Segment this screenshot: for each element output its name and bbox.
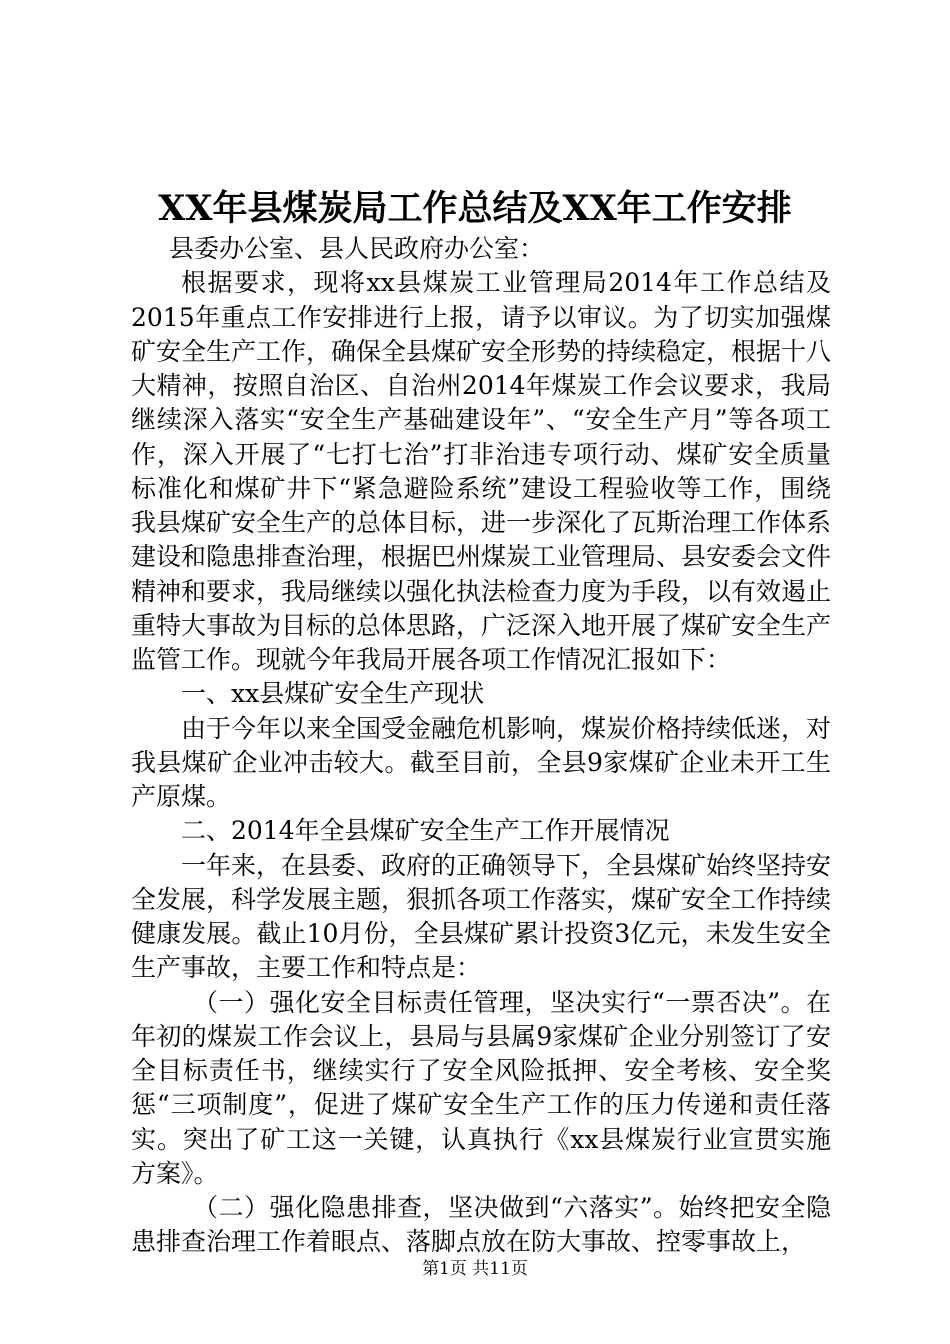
page-number-footer: 第1页 共11页 (422, 1259, 528, 1279)
item-paragraph-1: （一）强化安全目标责任管理，坚决实行“一票否决”。在年初的煤炭工作会议上，县局与县属9家煤矿企业分别签订了安全目标责任书，继续实行了安全风险抵押、安全考核、安全奖惩“三项制度”，促进了煤矿安全生产工作的压力传递和责任落实。突出了矿工这一关键，认真执行《xx县煤炭行业宣贯实施方案》。 (131, 987, 831, 1188)
document-body (131, 232, 831, 1260)
section-heading-2: 二、2014年全县煤矿安全生产工作开展情况 (181, 816, 670, 846)
document-title: XX年县煤炭局工作总结及XX年工作安排 (158, 188, 792, 229)
salutation-paragraph: 县委办公室、县人民政府办公室： (169, 234, 545, 263)
item-paragraph-2: （二）强化隐患排查，坚决做到“六落实”。始终把安全隐患排查治理工作着眼点、落脚点放在防大事故、控零事故上， (131, 1193, 831, 1257)
intro-paragraph: 根据要求，现将xx县煤炭工业管理局2014年工作总结及2015年重点工作安排进行上报，请予以审议。为了切实加强煤矿安全生产工作，确保全县煤矿安全形势的持续稳定，根据十八大精神，按照自治区、自治州2014年煤炭工作会议要求，我局继续深入落实“安全生产基础建设年”、“安全生产月”等各项工作，深入开展了“七打七治”打非治违专项行动、煤矿安全质量标准化和煤矿井下“紧急避险系统”建设工程验收等工作，围绕我县煤矿安全生产的总体目标，进一步深化了瓦斯治理工作体系建设和隐患排查治理，根据巴州煤炭工业管理局、县安委会文件精神和要求，我局继续以强化执法检查力度为手段，以有效遏止重特大事故为目标的总体思路，广泛深入地开展了煤矿安全生产监管工作。现就今年我局开展各项工作情况汇报如下： (131, 268, 832, 674)
section-heading-1: 一、xx县煤矿安全生产现状 (181, 679, 485, 709)
status-paragraph: 由于今年以来全国受金融危机影响，煤炭价格持续低迷，对我县煤矿企业冲击较大。截至目前，全县9家煤矿企业未开工生产原煤。 (131, 713, 832, 811)
summary-paragraph: 一年来，在县委、政府的正确领导下，全县煤矿始终坚持安全发展，科学发展主题，狠抓各项工作落实，煤矿安全工作持续健康发展。截止10月份，全县煤矿累计投资3亿元，未发生安全生产事故，主要工作和特点是： (131, 850, 832, 983)
